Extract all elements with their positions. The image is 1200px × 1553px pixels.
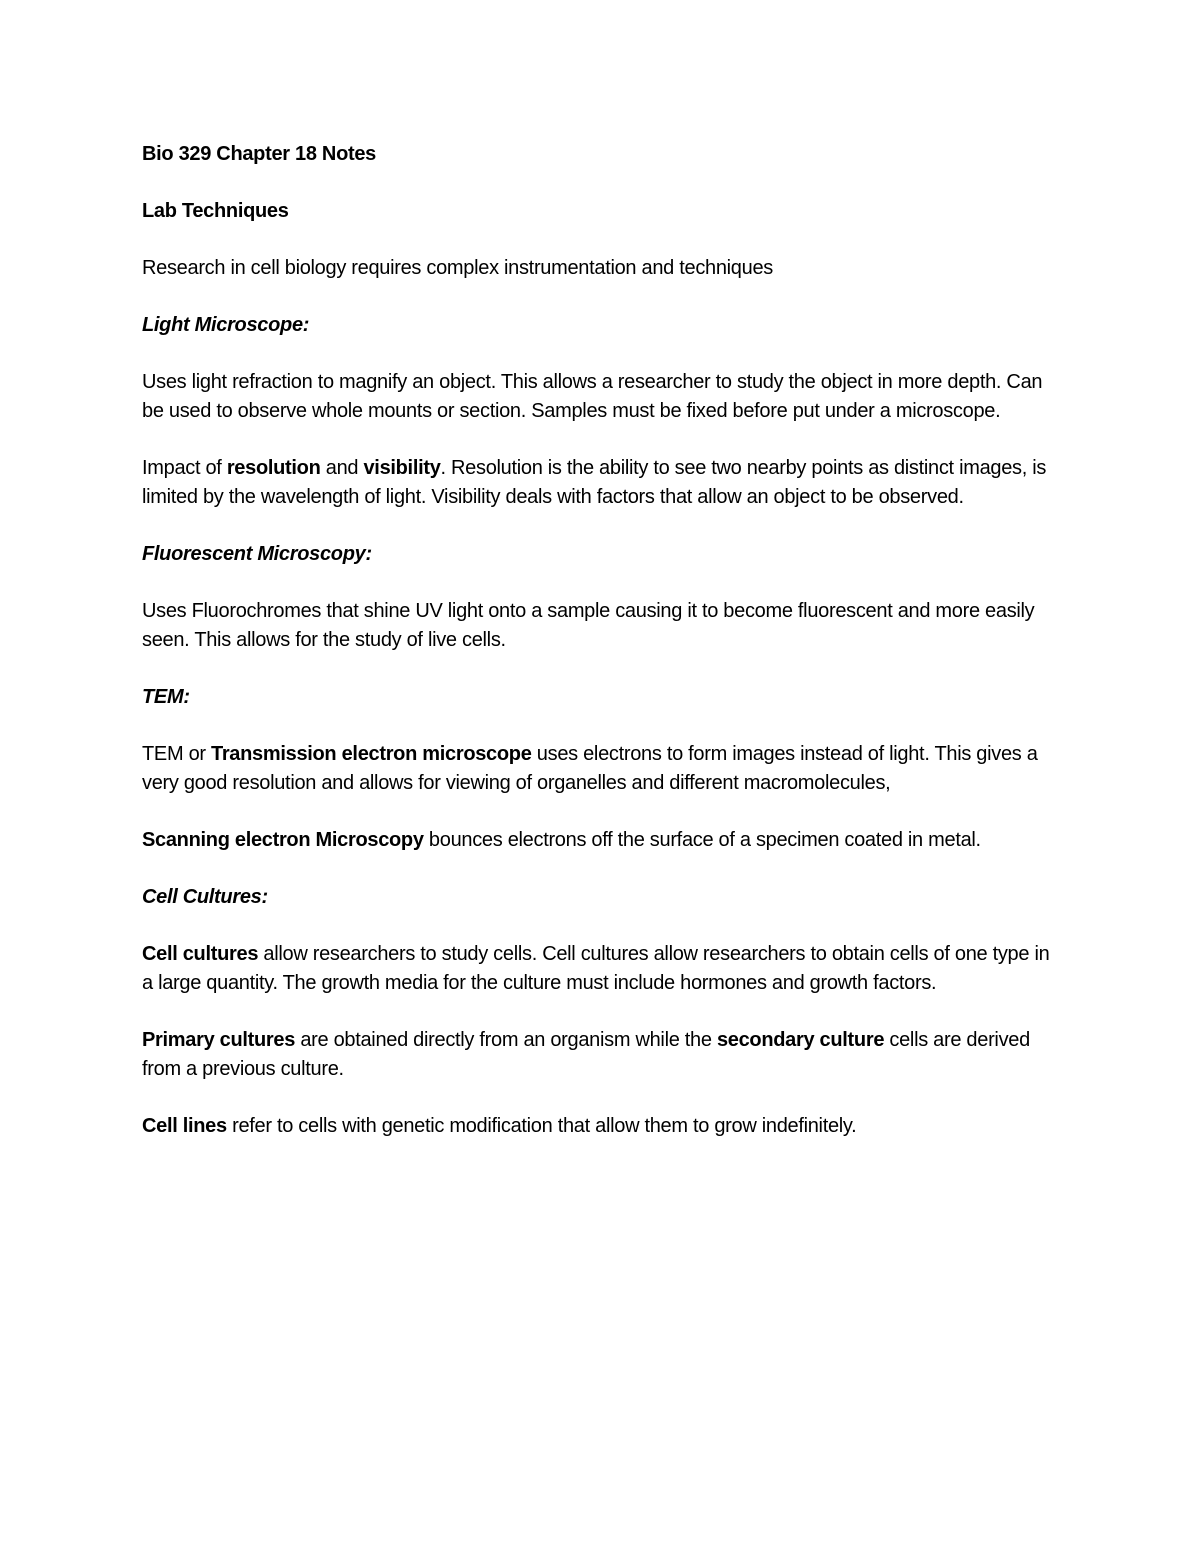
text-run: TEM or (142, 743, 212, 765)
cell-cultures-paragraph (142, 940, 1050, 998)
term-resolution: resolution (226, 457, 321, 479)
text-run: allow researchers to study cells. Cell cultures allow researchers to obtain cells of one type in a large quantity. The growth media for the culture must include hormones and growth factors. (142, 943, 1050, 994)
light-microscope-paragraph: Uses light refraction to magnify an object. This allows a researcher to study the object in more depth. Can be used to observe whole mounts or section. Samples must be fixed before put under a microscope. (142, 371, 1043, 422)
term-primary-cultures: Primary cultures (142, 1029, 296, 1051)
fluorescent-microscopy-heading: Fluorescent Microscopy: (142, 543, 372, 565)
cell-cultures-heading: Cell Cultures: (142, 886, 268, 908)
text-run: Impact of (142, 457, 227, 479)
term-scanning-electron-microscopy: Scanning electron Microscopy (142, 829, 424, 851)
term-visibility: visibility (363, 457, 441, 479)
cell-lines-paragraph (142, 1112, 1050, 1141)
light-microscope-heading: Light Microscope: (142, 314, 310, 336)
text-run: . Resolution is the ability to see two nearby points as distinct images, is limited by the wavelength of light. Visibility deals with factors that allow an object to be observed. (142, 457, 1047, 508)
primary-secondary-paragraph (142, 1026, 1050, 1084)
fluorescent-microscopy-paragraph: Uses Fluorochromes that shine UV light onto a sample causing it to become fluorescent and more easily seen. This allows for the study of live cells. (142, 600, 1035, 651)
sem-paragraph (142, 826, 1050, 855)
tem-heading: TEM: (142, 686, 190, 708)
term-secondary-culture: secondary culture (716, 1029, 885, 1051)
term-cell-lines: Cell lines (142, 1115, 227, 1137)
text-run: refer to cells with genetic modification that allow them to grow indefinitely. (226, 1115, 857, 1137)
tem-paragraph (142, 740, 1050, 798)
resolution-visibility-paragraph (142, 454, 1050, 512)
term-cell-cultures: Cell cultures (142, 943, 259, 965)
text-run: cells are derived from a previous culture. (142, 1029, 1030, 1080)
text-run: are obtained directly from an organism while the (295, 1029, 717, 1051)
intro-paragraph: Research in cell biology requires complex instrumentation and techniques (142, 257, 773, 279)
document-subtitle: Lab Techniques (142, 200, 289, 222)
term-transmission-electron-microscope: Transmission electron microscope (211, 743, 532, 765)
text-run: bounces electrons off the surface of a specimen coated in metal. (423, 829, 981, 851)
text-run: and (320, 457, 364, 479)
document-title: Bio 329 Chapter 18 Notes (142, 143, 376, 165)
text-run: uses electrons to form images instead of light. This gives a very good resolution and allows for viewing of organelles and different macromolecules, (142, 743, 1038, 794)
